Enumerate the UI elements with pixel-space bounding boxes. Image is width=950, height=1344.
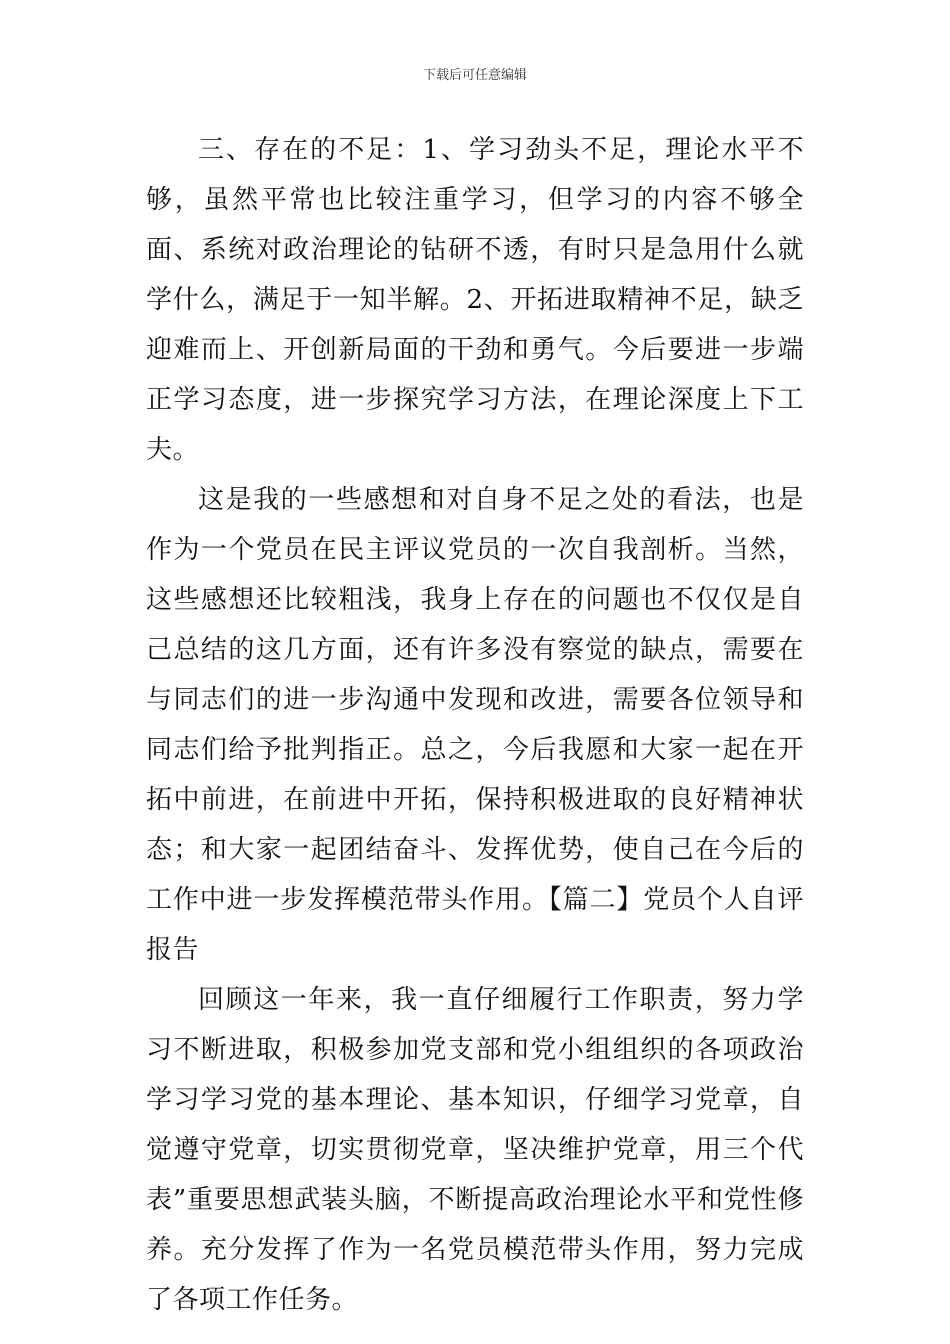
paragraph-annual-review: 回顾这一年来，我一直仔细履行工作职责，努力学习不断进取，积极参加党支部和党小组组织的各项政治学习学习党的基本理论、基本知识，仔细学习党章，自觉遵守党章，切实贯彻党章，坚决维护党章，用三个代表”重要思想武装头脑，不断提高政治理论水平和党性修养。充分发挥了作为一名党员模范带头作用，努力完成了各项工作任务。: [146, 985, 804, 1315]
paragraph-reflection: 这是我的一些感想和对自身不足之处的看法，也是作为一个党员在民主评议党员的一次自我剖析。当然，这些感想还比较粗浅，我身上存在的问题也不仅仅是自己总结的这几方面，还有许多没有察觉的缺点，需要在与同志们的进一步沟通中发现和改进，需要各位领导和同志们给予批判指正。总之，今后我愿和大家一起在开拓中前进，在前进中开拓，保持积极进取的良好精神状态；和大家一起团结奋斗、发挥优势，使自己在今后的工作中进一步发挥模范带头作用。【篇二】党员个人自评报告: [146, 485, 804, 965]
paragraph-shortcomings: 三、存在的不足：1、学习劲头不足，理论水平不够，虽然平常也比较注重学习，但学习的内容不够全面、系统对政治理论的钻研不透，有时只是急用什么就学什么，满足于一知半解。2、开拓进取精神不足，缺乏迎难而上、开创新局面的干劲和勇气。今后要进一步端正学习态度，进一步探究学习方法，在理论深度上下工夫。: [146, 135, 804, 465]
document-body: [146, 125, 804, 1325]
page-header-note: 下载后可任意编辑: [422, 68, 527, 83]
